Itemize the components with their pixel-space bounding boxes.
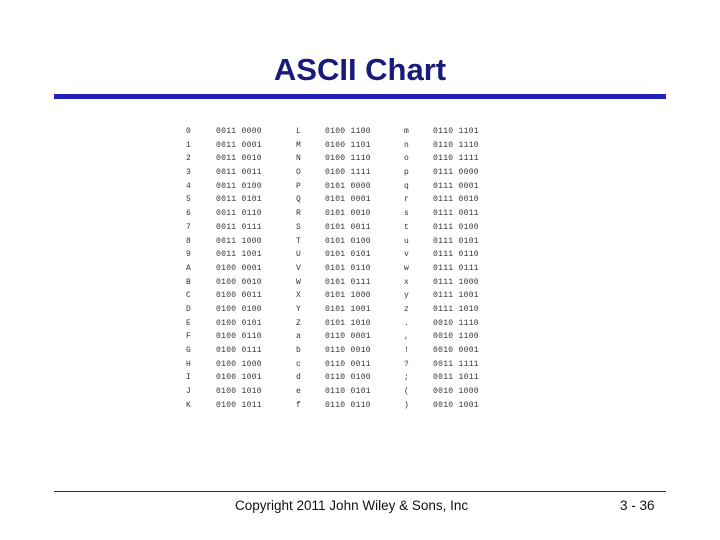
- ascii-char-cell: K: [186, 400, 192, 410]
- ascii-code-cell: 0111 0000: [433, 168, 479, 178]
- ascii-char-cell: O: [296, 168, 302, 178]
- ascii-char-cell: (: [404, 387, 410, 397]
- ascii-char-cell: 7: [186, 222, 192, 232]
- ascii-code-cell: 0111 0001: [433, 181, 479, 191]
- ascii-char-cell: e: [296, 387, 302, 397]
- char-column: [186, 125, 191, 412]
- copyright-text: Copyright 2011 John Wiley & Sons, Inc: [235, 498, 469, 513]
- ascii-char-cell: a: [296, 332, 302, 342]
- ascii-char-cell: c: [296, 359, 302, 369]
- ascii-code-cell: 0110 1101: [433, 127, 479, 136]
- ascii-code-cell: 0010 1110: [433, 318, 479, 328]
- ascii-char-cell: ): [404, 400, 410, 410]
- ascii-code-cell: 0100 1100: [325, 127, 371, 136]
- ascii-char-cell: o: [404, 154, 410, 164]
- ascii-char-cell: b: [296, 346, 302, 355]
- ascii-char-cell: 9: [186, 250, 192, 260]
- ascii-code-cell: 0011 1111: [433, 359, 479, 369]
- ascii-code-cell: 0011 1000: [216, 236, 262, 246]
- ascii-char-cell: R: [296, 209, 302, 219]
- ascii-code-cell: 0101 0011: [325, 222, 371, 232]
- ascii-char-cell: L: [296, 127, 302, 136]
- ascii-code-cell: 0011 0000: [216, 127, 262, 136]
- char-column: [296, 125, 301, 412]
- ascii-code-cell: 0011 1001: [216, 250, 262, 260]
- ascii-code-cell: 0100 1011: [216, 400, 262, 410]
- ascii-code-cell: 0101 1000: [325, 291, 371, 301]
- ascii-char-cell: 0: [186, 127, 192, 136]
- ascii-code-cell: 0011 0010: [216, 154, 262, 164]
- ascii-char-cell: P: [296, 181, 302, 191]
- ascii-char-cell: I: [186, 373, 192, 383]
- ascii-code-cell: 0110 0110: [325, 400, 371, 410]
- ascii-char-cell: Q: [296, 195, 302, 205]
- ascii-code-cell: 0101 0101: [325, 250, 371, 260]
- ascii-char-cell: E: [186, 318, 192, 328]
- ascii-char-cell: .: [404, 318, 410, 328]
- ascii-code-cell: 0010 1001: [433, 400, 479, 410]
- ascii-code-cell: 0101 0110: [325, 263, 371, 273]
- ascii-char-cell: 4: [186, 181, 192, 191]
- ascii-code-cell: 0110 1111: [433, 154, 479, 164]
- ascii-code-cell: 0111 1010: [433, 304, 479, 314]
- page-number: 3 - 36: [620, 498, 655, 513]
- ascii-char-cell: B: [186, 277, 192, 287]
- ascii-char-cell: 8: [186, 236, 192, 246]
- ascii-char-cell: 6: [186, 209, 192, 219]
- ascii-char-cell: H: [186, 359, 192, 369]
- ascii-code-cell: 0101 0111: [325, 277, 371, 287]
- ascii-code-cell: 0100 1111: [325, 168, 371, 178]
- ascii-char-cell: 3: [186, 168, 192, 178]
- ascii-char-cell: M: [296, 140, 302, 150]
- ascii-char-cell: J: [186, 387, 192, 397]
- ascii-code-cell: 0101 0100: [325, 236, 371, 246]
- ascii-code-cell: 0110 0100: [325, 373, 371, 383]
- ascii-code-cell: 0111 0011: [433, 209, 479, 219]
- ascii-code-cell: 0111 0100: [433, 222, 479, 232]
- ascii-code-cell: 0101 0001: [325, 195, 371, 205]
- ascii-code-cell: 0101 1010: [325, 318, 371, 328]
- ascii-code-cell: 0100 0001: [216, 263, 262, 273]
- ascii-code-cell: 0100 1001: [216, 373, 262, 383]
- ascii-code-cell: 0011 0100: [216, 181, 262, 191]
- ascii-code-cell: 0110 0010: [325, 346, 371, 355]
- ascii-code-cell: 0110 0101: [325, 387, 371, 397]
- ascii-code-cell: 0111 1001: [433, 291, 479, 301]
- ascii-code-cell: 0101 1001: [325, 304, 371, 314]
- ascii-table: [186, 125, 486, 415]
- ascii-char-cell: w: [404, 263, 410, 273]
- ascii-code-cell: 0100 0100: [216, 304, 262, 314]
- ascii-char-cell: V: [296, 263, 302, 273]
- ascii-char-cell: G: [186, 346, 192, 355]
- ascii-char-cell: Z: [296, 318, 302, 328]
- ascii-code-cell: 0111 0010: [433, 195, 479, 205]
- ascii-char-cell: N: [296, 154, 302, 164]
- ascii-code-cell: 0100 1000: [216, 359, 262, 369]
- ascii-code-cell: 0011 1011: [433, 373, 479, 383]
- ascii-char-cell: ,: [404, 332, 410, 342]
- ascii-char-cell: 1: [186, 140, 192, 150]
- code-column: [216, 125, 262, 412]
- ascii-code-cell: 0100 0111: [216, 346, 262, 355]
- ascii-char-cell: !: [404, 346, 410, 355]
- ascii-char-cell: d: [296, 373, 302, 383]
- ascii-code-cell: 0100 1101: [325, 140, 371, 150]
- ascii-code-cell: 0111 0110: [433, 250, 479, 260]
- ascii-char-cell: m: [404, 127, 410, 136]
- ascii-char-cell: W: [296, 277, 302, 287]
- slide-title: ASCII Chart: [273, 52, 447, 87]
- ascii-char-cell: n: [404, 140, 410, 150]
- ascii-char-cell: s: [404, 209, 410, 219]
- ascii-char-cell: v: [404, 250, 410, 260]
- ascii-code-cell: 0010 1100: [433, 332, 479, 342]
- ascii-char-cell: X: [296, 291, 302, 301]
- footer-divider: [54, 491, 666, 492]
- ascii-char-cell: q: [404, 181, 410, 191]
- ascii-code-cell: 0101 0000: [325, 181, 371, 191]
- ascii-char-cell: t: [404, 222, 410, 232]
- ascii-char-cell: Y: [296, 304, 302, 314]
- char-column: [404, 125, 409, 412]
- ascii-char-cell: ;: [404, 373, 410, 383]
- ascii-code-cell: 0011 0011: [216, 168, 262, 178]
- ascii-code-cell: 0111 1000: [433, 277, 479, 287]
- ascii-code-cell: 0110 0001: [325, 332, 371, 342]
- ascii-code-cell: 0110 0011: [325, 359, 371, 369]
- ascii-code-cell: 0101 0010: [325, 209, 371, 219]
- ascii-char-cell: y: [404, 291, 410, 301]
- ascii-code-cell: 0100 0110: [216, 332, 262, 342]
- ascii-char-cell: T: [296, 236, 302, 246]
- ascii-char-cell: ?: [404, 359, 410, 369]
- ascii-code-cell: 0011 0110: [216, 209, 262, 219]
- ascii-char-cell: F: [186, 332, 192, 342]
- ascii-code-cell: 0100 0101: [216, 318, 262, 328]
- ascii-char-cell: C: [186, 291, 192, 301]
- ascii-code-cell: 0011 0111: [216, 222, 262, 232]
- ascii-code-cell: 0100 0011: [216, 291, 262, 301]
- ascii-char-cell: u: [404, 236, 410, 246]
- ascii-code-cell: 0011 0001: [216, 140, 262, 150]
- ascii-code-cell: 0100 0010: [216, 277, 262, 287]
- title-divider: [54, 94, 666, 99]
- ascii-code-cell: 0011 0101: [216, 195, 262, 205]
- ascii-char-cell: x: [404, 277, 410, 287]
- ascii-code-cell: 0111 0101: [433, 236, 479, 246]
- ascii-code-cell: 0010 1000: [433, 387, 479, 397]
- ascii-code-cell: 0010 0001: [433, 346, 479, 355]
- ascii-code-cell: 0100 1010: [216, 387, 262, 397]
- code-column: [325, 125, 371, 412]
- code-column: [433, 125, 479, 412]
- ascii-char-cell: S: [296, 222, 302, 232]
- ascii-char-cell: 5: [186, 195, 192, 205]
- ascii-char-cell: r: [404, 195, 410, 205]
- ascii-char-cell: p: [404, 168, 410, 178]
- ascii-code-cell: 0111 0111: [433, 263, 479, 273]
- ascii-code-cell: 0100 1110: [325, 154, 371, 164]
- ascii-char-cell: U: [296, 250, 302, 260]
- ascii-char-cell: 2: [186, 154, 192, 164]
- ascii-char-cell: D: [186, 304, 192, 314]
- ascii-code-cell: 0110 1110: [433, 140, 479, 150]
- ascii-char-cell: z: [404, 304, 410, 314]
- ascii-char-cell: f: [296, 400, 302, 410]
- ascii-char-cell: A: [186, 263, 192, 273]
